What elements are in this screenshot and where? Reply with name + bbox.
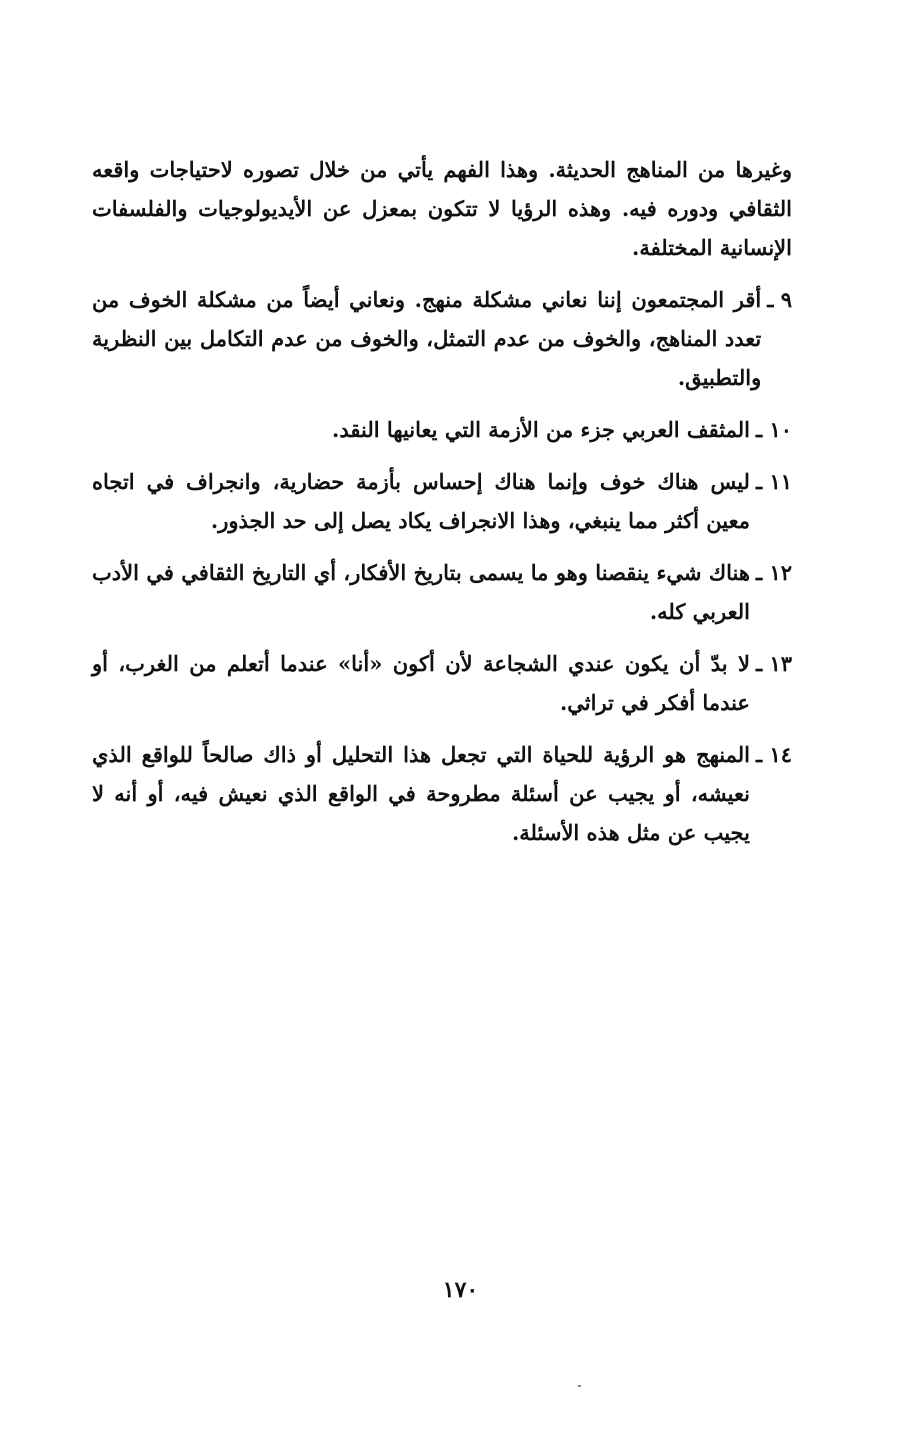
scan-speck — [578, 1385, 581, 1387]
page-number: ١٧٠ — [442, 1277, 479, 1303]
item-text: هناك شيء ينقصنا وهو ما يسمى بتاريخ الأفكار، أي التاريخ الثقافي في الأدب العربي كله. — [92, 560, 750, 624]
item-text: أقر المجتمعون إننا نعاني مشكلة منهج. ونعاني أيضاً من مشكلة الخوف من تعدد المناهج، والخوف من عدم التمثل، والخوف من عدم التكامل بين النظرية والتطبيق. — [92, 287, 762, 390]
item-text: لا بدّ أن يكون عندي الشجاعة لأن أكون «أنا» عندما أتعلم من الغرب، أو عندما أفكر في تراثي. — [92, 651, 750, 715]
item-number: ١٣ ـ — [755, 651, 792, 676]
paragraph-text: وغيرها من المناهج الحديثة. وهذا الفهم يأتي من خلال تصوره لاحتياجات واقعه الثقافي ودوره فيه. وهذه الرؤيا لا تتكون بمعزل عن الأيديولوجيات والفلسفات الإنسانية المختلفة. — [92, 157, 792, 260]
paragraph-continuation — [92, 150, 792, 267]
item-number: ١٠ ـ — [755, 417, 792, 442]
list-item-13 — [92, 644, 792, 722]
list-item-11 — [92, 462, 792, 540]
item-number: ٩ ـ — [767, 287, 792, 312]
item-number: ١١ ـ — [755, 469, 792, 494]
item-text: المنهج هو الرؤية للحياة التي تجعل هذا التحليل أو ذاك صالحاً للواقع الذي نعيشه، أو يجيب عن أسئلة مطروحة في الواقع الذي نعيش فيه، أو أنه لا يجيب عن مثل هذه الأسئلة. — [92, 742, 750, 845]
item-number: ١٢ ـ — [755, 560, 792, 585]
list-item-10 — [92, 410, 792, 449]
item-text: المثقف العربي جزء من الأزمة التي يعانيها النقد. — [332, 417, 750, 442]
item-text: ليس هناك خوف وإنما هناك إحساس بأزمة حضارية، وانجراف في اتجاه معين أكثر مما ينبغي، وهذا الانجراف يكاد يصل إلى حد الجذور. — [92, 469, 750, 533]
item-number: ١٤ ـ — [755, 742, 792, 767]
list-item-14 — [92, 735, 792, 852]
list-item-9 — [92, 280, 792, 397]
list-item-12 — [92, 553, 792, 631]
page-body — [92, 150, 792, 865]
